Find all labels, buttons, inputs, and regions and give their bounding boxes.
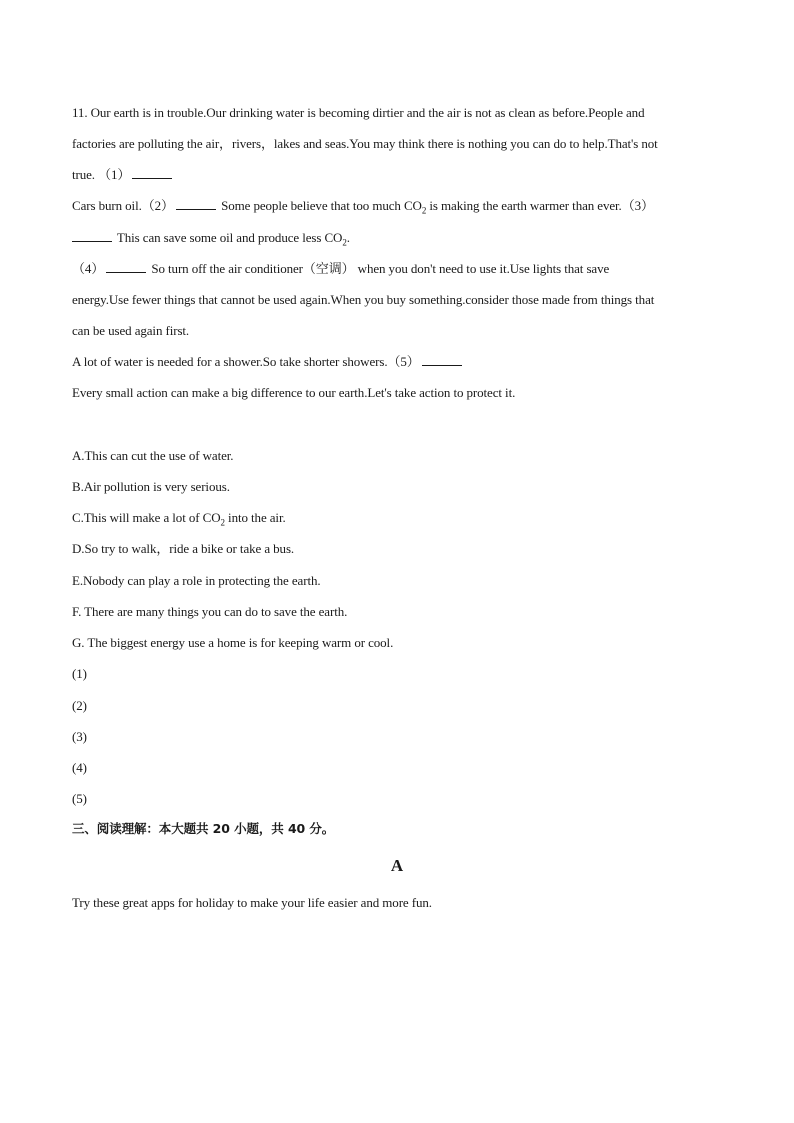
passage-text: A lot of water is needed for a shower.So take shorter showers.（5） [72,354,420,369]
subscript: 2 [342,237,347,248]
passage-text: This can save some oil and produce less CO [116,230,343,245]
option-text: C.This will make a lot of CO [72,510,221,525]
passage-line-1: 11. Our earth is in trouble.Our drinking water is becoming dirtier and the air is not as clean as before.People and [72,105,645,120]
answer-blank-5[interactable] [422,354,462,366]
passage-line-3 [72,167,174,183]
passage-line-10: Every small action can make a big difference to our earth.Let's take action to protect it. [72,385,516,400]
passage-line-4 [72,198,654,214]
option-g: G. The biggest energy use a home is for keeping warm or cool. [72,635,394,650]
passage-line-9 [72,354,464,370]
answer-blank-4[interactable] [106,261,146,273]
passage-text: is making the earth warmer than ever.（3） [426,198,654,213]
subscript: 2 [421,205,427,216]
option-f: F. There are many things you can do to save the earth. [72,604,348,619]
subscript: 2 [220,517,225,528]
passage-text: . [346,230,350,245]
passage-line-5 [72,230,350,246]
answer-label-5: (5) [72,791,87,806]
passage-text: true. （1） [72,167,131,182]
passage-text: So turn off the air conditioner（空调） when you don't need to use it.Use lights that save [151,261,610,276]
reading-intro: Try these great apps for holiday to make your life easier and more fun. [72,895,432,910]
answer-label-2: (2) [72,698,87,713]
passage-text: Cars burn oil.（2） [72,198,174,213]
answer-blank-2[interactable] [176,198,216,210]
passage-heading: A [390,856,404,875]
section-title: 三、阅读理解：本大题共 20 小题，共 40 分。 [72,821,335,836]
passage-text: （4） [72,261,105,276]
option-b: B.Air pollution is very serious. [72,479,230,494]
answer-blank-1[interactable] [132,167,172,179]
passage-line-6 [72,261,609,277]
option-text: into the air. [224,510,286,525]
answer-label-1: (1) [72,666,87,681]
passage-line-7: energy.Use fewer things that cannot be used again.When you buy something.consider those made from things that [72,292,655,307]
option-c [72,510,286,526]
answer-label-3: (3) [72,729,87,744]
answer-blank-3[interactable] [72,230,112,242]
passage-line-2: factories are polluting the air，rivers，lakes and seas.You may think there is nothing you can do to help.That's not [72,136,658,151]
passage-text: Some people believe that too much CO [221,198,422,213]
answer-label-4: (4) [72,760,87,775]
option-e: E.Nobody can play a role in protecting the earth. [72,573,321,588]
option-d: D.So try to walk，ride a bike or take a bus. [72,541,295,556]
passage-line-8: can be used again first. [72,323,190,338]
option-a: A.This can cut the use of water. [72,448,234,463]
